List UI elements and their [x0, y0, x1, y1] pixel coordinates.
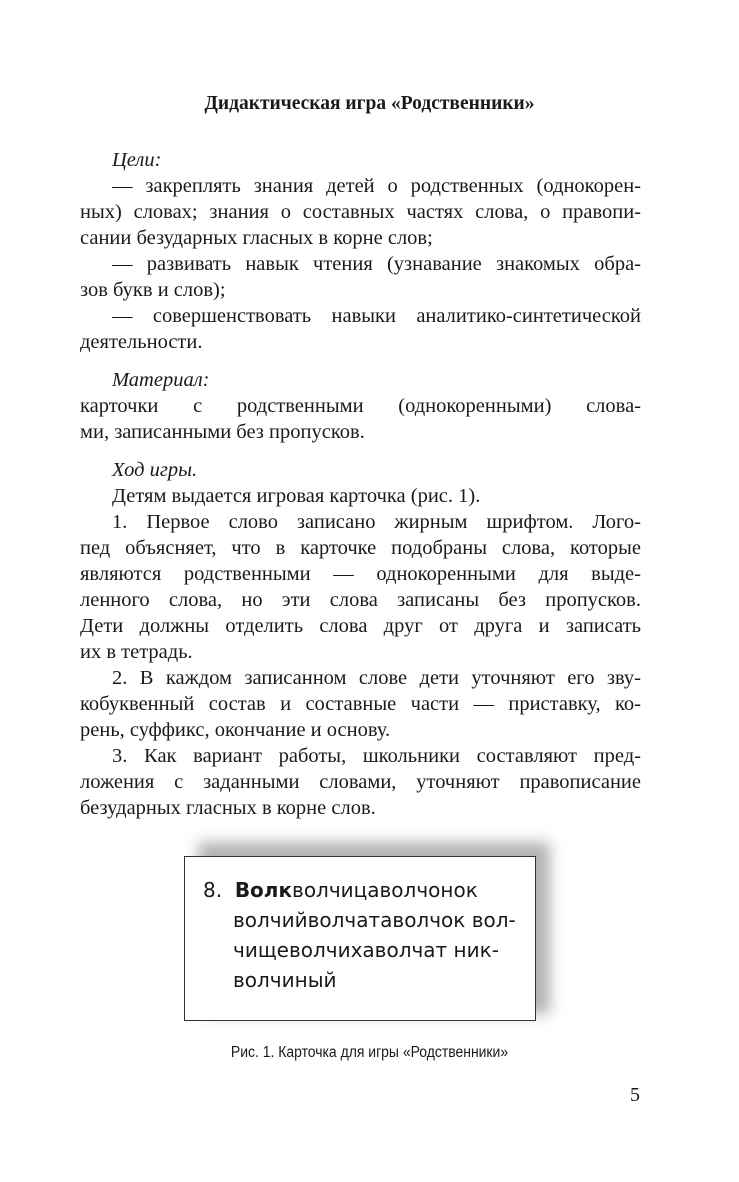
procedure-line: их в тетрадь. — [80, 641, 193, 663]
goals-line: — совершенствовать навыки аналитико-синтетической — [112, 305, 641, 327]
procedure-line: кобуквенный состав и составные части — приставку, ко- — [80, 693, 641, 715]
card-bold-word: Волк — [234, 878, 293, 902]
goals-line: деятельности. — [80, 331, 203, 353]
procedure-line: являются родственными — однокоренными для выде- — [80, 563, 641, 585]
procedure-line: ложения с заданными словами, уточняют правописание — [80, 771, 641, 793]
procedure-line: 3. Как вариант работы, школьники составляют пред- — [112, 745, 641, 767]
card-line: волчийволчатаволчок вол- — [233, 908, 516, 932]
procedure-line: Детям выдается игровая карточка (рис. 1). — [112, 485, 481, 507]
procedure-line: безударных гласных в корне слов. — [80, 797, 376, 819]
material-label: Материал: — [112, 369, 210, 391]
card-line: чищеволчихаволчат ник- — [233, 938, 499, 962]
procedure-label: Ход игры. — [112, 459, 198, 481]
page-title: Дидактическая игра «Родственники» — [204, 93, 535, 114]
game-card — [184, 856, 536, 1021]
goals-line: — закреплять знания детей о родственных (однокорен- — [112, 175, 641, 197]
goals-label: Цели: — [112, 149, 162, 171]
card-line — [203, 875, 478, 905]
procedure-line: 2. В каждом записанном слове дети уточняют его зву- — [112, 667, 641, 689]
card-text: волчицаволчонок — [292, 878, 478, 902]
procedure-line: рень, суффикс, окончание и основу. — [80, 719, 391, 741]
procedure-line: Дети должны отделить слова друг от друга и записать — [80, 615, 641, 637]
page-number: 5 — [630, 1084, 640, 1106]
goals-line: зов букв и слов); — [80, 279, 226, 301]
card-number: 8. — [203, 878, 223, 902]
procedure-line: ленного слова, но эти слова записаны без пропусков. — [80, 589, 641, 611]
goals-line: — развивать навык чтения (узнавание знакомых обра- — [112, 253, 641, 275]
card-line: волчиный — [233, 968, 337, 992]
goals-line: ных) словах; знания о составных частях слова, о правопи- — [80, 201, 641, 223]
procedure-line: пед объясняет, что в карточке подобраны слова, которые — [80, 537, 641, 559]
material-line: карточки с родственными (однокоренными) слова- — [80, 395, 641, 417]
figure-caption: Рис. 1. Карточка для игры «Родственники» — [230, 1044, 509, 1061]
material-line: ми, записанными без пропусков. — [80, 421, 365, 443]
goals-line: сании безударных гласных в корне слов; — [80, 227, 433, 249]
procedure-line: 1. Первое слово записано жирным шрифтом. Лого- — [112, 511, 641, 533]
